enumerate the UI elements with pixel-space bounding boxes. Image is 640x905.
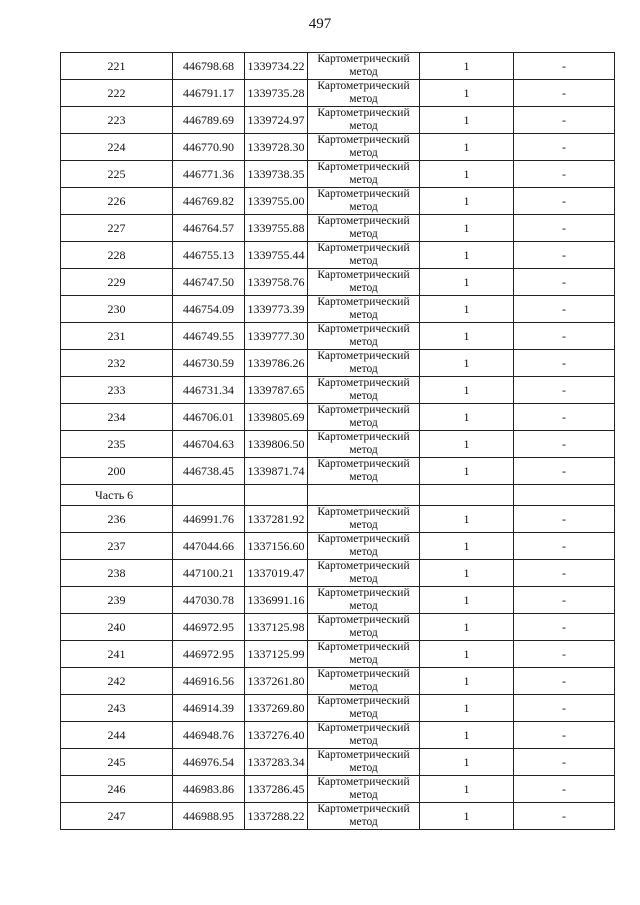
method-cell <box>308 641 420 668</box>
point-number: 242 <box>61 668 173 695</box>
method-line1: Картометрический <box>317 668 410 680</box>
note-dash: - <box>514 776 615 803</box>
method-line1: Картометрический <box>317 296 410 308</box>
note-dash: - <box>514 53 615 80</box>
accuracy: 1 <box>420 776 514 803</box>
coordinate-x: 446747.50 <box>173 269 245 296</box>
coordinate-x: 447030.78 <box>173 587 245 614</box>
table-row <box>61 695 615 722</box>
table-row <box>61 587 615 614</box>
accuracy: 1 <box>420 587 514 614</box>
method-cell <box>308 587 420 614</box>
method-cell <box>308 695 420 722</box>
coordinate-y: 1339755.44 <box>245 242 308 269</box>
coordinates-table <box>60 52 615 830</box>
method-line2: метод <box>349 120 378 132</box>
accuracy: 1 <box>420 695 514 722</box>
point-number: 236 <box>61 506 173 533</box>
method-line1: Картометрический <box>317 533 410 545</box>
method-line1: Картометрический <box>317 803 410 815</box>
accuracy: 1 <box>420 161 514 188</box>
point-number: 241 <box>61 641 173 668</box>
coordinate-x: 447100.21 <box>173 560 245 587</box>
method-line1: Картометрический <box>317 350 410 362</box>
method-cell <box>308 722 420 749</box>
accuracy: 1 <box>420 323 514 350</box>
coordinates-table-body <box>61 53 615 830</box>
point-number: 247 <box>61 803 173 830</box>
note-dash: - <box>514 215 615 242</box>
accuracy: 1 <box>420 269 514 296</box>
table-row <box>61 614 615 641</box>
page-number: 497 <box>308 16 332 32</box>
method-cell <box>308 134 420 161</box>
note-dash: - <box>514 695 615 722</box>
method-line2: метод <box>349 735 378 747</box>
accuracy: 1 <box>420 134 514 161</box>
table-row <box>61 533 615 560</box>
method-cell <box>308 560 420 587</box>
coordinate-y: 1337283.34 <box>245 749 308 776</box>
method-cell <box>308 506 420 533</box>
method-line1: Картометрический <box>317 458 410 470</box>
table-row <box>61 323 615 350</box>
note-dash: - <box>514 722 615 749</box>
note-dash: - <box>514 323 615 350</box>
coordinate-x: 446764.57 <box>173 215 245 242</box>
table-row <box>61 161 615 188</box>
coordinate-y: 1337261.80 <box>245 668 308 695</box>
accuracy: 1 <box>420 803 514 830</box>
table-row <box>61 722 615 749</box>
point-number: 233 <box>61 377 173 404</box>
method-line2: метод <box>349 390 378 402</box>
table-row <box>61 749 615 776</box>
method-line2: метод <box>349 417 378 429</box>
coordinate-y: 1339758.76 <box>245 269 308 296</box>
method-line1: Картометрический <box>317 107 410 119</box>
table-row <box>61 776 615 803</box>
table-row <box>61 350 615 377</box>
method-cell <box>308 404 420 431</box>
accuracy: 1 <box>420 296 514 323</box>
method-line2: метод <box>349 654 378 666</box>
note-dash: - <box>514 431 615 458</box>
note-dash: - <box>514 641 615 668</box>
method-line1: Картометрический <box>317 749 410 761</box>
accuracy: 1 <box>420 506 514 533</box>
point-number: 228 <box>61 242 173 269</box>
accuracy: 1 <box>420 431 514 458</box>
method-line2: метод <box>349 546 378 558</box>
coordinate-x: 446706.01 <box>173 404 245 431</box>
point-number: 224 <box>61 134 173 161</box>
table-row <box>61 431 615 458</box>
coordinate-x: 446916.56 <box>173 668 245 695</box>
note-dash: - <box>514 458 615 485</box>
method-line1: Картометрический <box>317 722 410 734</box>
method-line1: Картометрический <box>317 215 410 227</box>
coordinate-y: 1337019.47 <box>245 560 308 587</box>
method-line1: Картометрический <box>317 377 410 389</box>
coordinate-x: 446798.68 <box>173 53 245 80</box>
table-row <box>61 404 615 431</box>
point-number: 245 <box>61 749 173 776</box>
method-cell <box>308 458 420 485</box>
method-cell <box>308 323 420 350</box>
method-line2: метод <box>349 309 378 321</box>
note-dash: - <box>514 296 615 323</box>
point-number: 240 <box>61 614 173 641</box>
coordinate-y: 1337281.92 <box>245 506 308 533</box>
method-line2: метод <box>349 174 378 186</box>
point-number: 229 <box>61 269 173 296</box>
empty-cell <box>514 485 615 506</box>
coordinate-y: 1339724.97 <box>245 107 308 134</box>
coordinate-x: 446769.82 <box>173 188 245 215</box>
point-number: 225 <box>61 161 173 188</box>
point-number: 234 <box>61 404 173 431</box>
method-line2: метод <box>349 627 378 639</box>
note-dash: - <box>514 560 615 587</box>
point-number: 235 <box>61 431 173 458</box>
coordinate-x: 446948.76 <box>173 722 245 749</box>
point-number: 223 <box>61 107 173 134</box>
empty-cell <box>308 485 420 506</box>
point-number: 232 <box>61 350 173 377</box>
table-row <box>61 377 615 404</box>
method-line2: метод <box>349 444 378 456</box>
note-dash: - <box>514 107 615 134</box>
coordinate-x: 446770.90 <box>173 134 245 161</box>
coordinate-y: 1339777.30 <box>245 323 308 350</box>
coordinate-y: 1337276.40 <box>245 722 308 749</box>
method-line1: Картометрический <box>317 134 410 146</box>
method-line2: метод <box>349 600 378 612</box>
method-cell <box>308 296 420 323</box>
method-cell <box>308 431 420 458</box>
table-row <box>61 803 615 830</box>
method-line1: Картометрический <box>317 323 410 335</box>
accuracy: 1 <box>420 215 514 242</box>
method-line2: метод <box>349 228 378 240</box>
table-row <box>61 641 615 668</box>
table-row <box>61 242 615 269</box>
coordinate-x: 446972.95 <box>173 641 245 668</box>
accuracy: 1 <box>420 749 514 776</box>
table-row <box>61 53 615 80</box>
coordinate-x: 446991.76 <box>173 506 245 533</box>
method-cell <box>308 53 420 80</box>
empty-cell <box>420 485 514 506</box>
accuracy: 1 <box>420 377 514 404</box>
coordinate-x: 446771.36 <box>173 161 245 188</box>
note-dash: - <box>514 533 615 560</box>
coordinate-x: 446754.09 <box>173 296 245 323</box>
table-row <box>61 215 615 242</box>
method-line2: метод <box>349 519 378 531</box>
point-number: 222 <box>61 80 173 107</box>
section-header-row <box>61 485 615 506</box>
method-cell <box>308 242 420 269</box>
point-number: 200 <box>61 458 173 485</box>
table-row <box>61 188 615 215</box>
empty-cell <box>173 485 245 506</box>
coordinate-y: 1337125.98 <box>245 614 308 641</box>
point-number: 227 <box>61 215 173 242</box>
table-row <box>61 458 615 485</box>
method-line1: Картометрический <box>317 431 410 443</box>
coordinate-y: 1337269.80 <box>245 695 308 722</box>
method-line1: Картометрический <box>317 587 410 599</box>
coordinate-x: 447044.66 <box>173 533 245 560</box>
point-number: 237 <box>61 533 173 560</box>
method-cell <box>308 107 420 134</box>
method-line1: Картометрический <box>317 506 410 518</box>
method-line1: Картометрический <box>317 614 410 626</box>
coordinate-y: 1336991.16 <box>245 587 308 614</box>
accuracy: 1 <box>420 242 514 269</box>
method-line1: Картометрический <box>317 161 410 173</box>
method-line1: Картометрический <box>317 560 410 572</box>
note-dash: - <box>514 80 615 107</box>
table-row <box>61 296 615 323</box>
accuracy: 1 <box>420 560 514 587</box>
coordinate-y: 1339786.26 <box>245 350 308 377</box>
coordinate-y: 1339755.88 <box>245 215 308 242</box>
point-number: 239 <box>61 587 173 614</box>
point-number: 231 <box>61 323 173 350</box>
accuracy: 1 <box>420 53 514 80</box>
coordinate-y: 1339773.39 <box>245 296 308 323</box>
method-line1: Картометрический <box>317 242 410 254</box>
note-dash: - <box>514 749 615 776</box>
accuracy: 1 <box>420 350 514 377</box>
method-line2: метод <box>349 147 378 159</box>
note-dash: - <box>514 668 615 695</box>
table-row <box>61 668 615 695</box>
coordinate-y: 1339734.22 <box>245 53 308 80</box>
method-line1: Картометрический <box>317 641 410 653</box>
table-row <box>61 80 615 107</box>
coordinate-x: 446749.55 <box>173 323 245 350</box>
note-dash: - <box>514 614 615 641</box>
accuracy: 1 <box>420 188 514 215</box>
accuracy: 1 <box>420 641 514 668</box>
coordinate-x: 446983.86 <box>173 776 245 803</box>
coordinate-x: 446789.69 <box>173 107 245 134</box>
method-line1: Картометрический <box>317 404 410 416</box>
accuracy: 1 <box>420 107 514 134</box>
coordinate-x: 446988.95 <box>173 803 245 830</box>
point-number: 226 <box>61 188 173 215</box>
point-number: 221 <box>61 53 173 80</box>
method-cell <box>308 614 420 641</box>
method-line2: метод <box>349 201 378 213</box>
coordinate-y: 1337286.45 <box>245 776 308 803</box>
method-line2: метод <box>349 573 378 585</box>
method-line2: метод <box>349 681 378 693</box>
section-label: Часть 6 <box>61 485 173 506</box>
coordinate-y: 1339735.28 <box>245 80 308 107</box>
coordinate-y: 1339806.50 <box>245 431 308 458</box>
coordinate-y: 1337125.99 <box>245 641 308 668</box>
coordinate-y: 1339787.65 <box>245 377 308 404</box>
note-dash: - <box>514 188 615 215</box>
accuracy: 1 <box>420 668 514 695</box>
method-line1: Картометрический <box>317 188 410 200</box>
method-cell <box>308 350 420 377</box>
method-line2: метод <box>349 255 378 267</box>
coordinate-y: 1339738.35 <box>245 161 308 188</box>
coordinate-y: 1337156.60 <box>245 533 308 560</box>
method-line1: Картометрический <box>317 80 410 92</box>
note-dash: - <box>514 161 615 188</box>
accuracy: 1 <box>420 533 514 560</box>
accuracy: 1 <box>420 614 514 641</box>
note-dash: - <box>514 242 615 269</box>
method-cell <box>308 161 420 188</box>
note-dash: - <box>514 134 615 161</box>
method-line2: метод <box>349 93 378 105</box>
coordinate-x: 446730.59 <box>173 350 245 377</box>
accuracy: 1 <box>420 722 514 749</box>
method-cell <box>308 668 420 695</box>
method-cell <box>308 803 420 830</box>
table-row <box>61 269 615 296</box>
method-cell <box>308 776 420 803</box>
coordinate-y: 1339871.74 <box>245 458 308 485</box>
coordinate-x: 446791.17 <box>173 80 245 107</box>
method-line2: метод <box>349 282 378 294</box>
coordinate-y: 1339755.00 <box>245 188 308 215</box>
coordinate-y: 1339805.69 <box>245 404 308 431</box>
coordinate-x: 446738.45 <box>173 458 245 485</box>
table-row <box>61 134 615 161</box>
point-number: 238 <box>61 560 173 587</box>
method-cell <box>308 80 420 107</box>
note-dash: - <box>514 350 615 377</box>
note-dash: - <box>514 587 615 614</box>
method-line1: Картометрический <box>317 269 410 281</box>
point-number: 246 <box>61 776 173 803</box>
method-line1: Картометрический <box>317 53 410 65</box>
point-number: 244 <box>61 722 173 749</box>
method-line2: метод <box>349 66 378 78</box>
note-dash: - <box>514 269 615 296</box>
method-line1: Картометрический <box>317 776 410 788</box>
method-cell <box>308 377 420 404</box>
method-line2: метод <box>349 708 378 720</box>
table-row <box>61 107 615 134</box>
point-number: 230 <box>61 296 173 323</box>
coordinate-x: 446755.13 <box>173 242 245 269</box>
accuracy: 1 <box>420 404 514 431</box>
method-line1: Картометрический <box>317 695 410 707</box>
coordinate-x: 446914.39 <box>173 695 245 722</box>
method-cell <box>308 215 420 242</box>
note-dash: - <box>514 803 615 830</box>
method-cell <box>308 533 420 560</box>
coordinate-x: 446731.34 <box>173 377 245 404</box>
method-cell <box>308 269 420 296</box>
method-line2: метод <box>349 336 378 348</box>
point-number: 243 <box>61 695 173 722</box>
accuracy: 1 <box>420 458 514 485</box>
empty-cell <box>245 485 308 506</box>
coordinate-x: 446704.63 <box>173 431 245 458</box>
table-row <box>61 560 615 587</box>
method-line2: метод <box>349 471 378 483</box>
note-dash: - <box>514 377 615 404</box>
table-row <box>61 506 615 533</box>
note-dash: - <box>514 404 615 431</box>
method-line2: метод <box>349 363 378 375</box>
coordinate-y: 1337288.22 <box>245 803 308 830</box>
method-line2: метод <box>349 762 378 774</box>
coordinate-y: 1339728.30 <box>245 134 308 161</box>
method-cell <box>308 749 420 776</box>
method-line2: метод <box>349 816 378 828</box>
method-cell <box>308 188 420 215</box>
method-line2: метод <box>349 789 378 801</box>
coordinate-x: 446976.54 <box>173 749 245 776</box>
coordinate-x: 446972.95 <box>173 614 245 641</box>
note-dash: - <box>514 506 615 533</box>
accuracy: 1 <box>420 80 514 107</box>
